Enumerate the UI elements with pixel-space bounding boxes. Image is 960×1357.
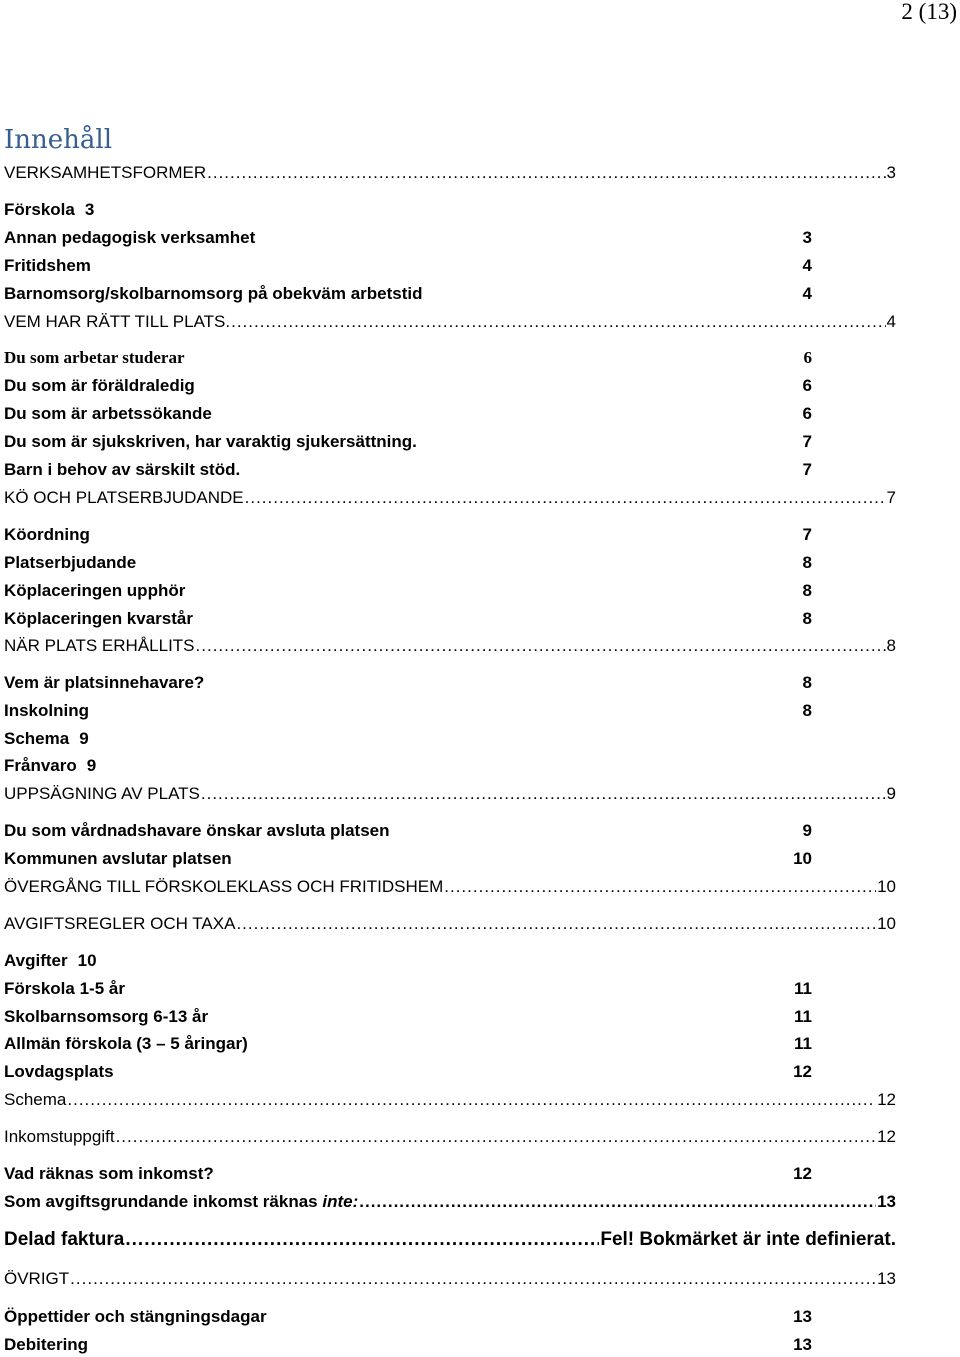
- toc-heading: Innehåll: [4, 125, 113, 155]
- toc-entry-title: Debitering: [4, 1335, 89, 1354]
- toc-entry-page: 12: [793, 1164, 812, 1183]
- toc-entry[interactable]: [4, 310, 896, 334]
- toc-entry-title: Du som vårdnadshavare önskar avsluta platsen: [4, 821, 390, 840]
- dot-leader: [125, 1228, 599, 1252]
- toc-entry-page: 9: [886, 784, 896, 803]
- toc-entry-title: Barn i behov av särskilt stöd.: [4, 460, 241, 479]
- toc-entry-title: VEM HAR RÄTT TILL PLATS.: [4, 312, 231, 331]
- toc-entry-title: AVGIFTSREGLER OCH TAXA: [4, 914, 236, 933]
- toc-entry-title: Lovdagsplats: [4, 1062, 114, 1081]
- toc-entry[interactable]: [4, 1125, 896, 1149]
- toc-entry[interactable]: [4, 458, 812, 482]
- toc-entry[interactable]: [4, 1088, 896, 1112]
- toc-entry-page: 13: [877, 1269, 896, 1288]
- toc-entry-page: 4: [802, 284, 812, 303]
- toc-entry-title: Schema: [4, 729, 70, 748]
- toc-entry-title: Du som är arbetssökande: [4, 404, 212, 423]
- toc-entry-title: Allmän förskola (3 – 5 åringar): [4, 1034, 248, 1053]
- toc-entry[interactable]: [4, 699, 812, 723]
- toc-entry-title: Barnomsorg/skolbarnomsorg på obekväm arbetstid: [4, 284, 423, 303]
- toc-entry-page: 3: [886, 163, 896, 182]
- toc-entry[interactable]: [4, 949, 97, 973]
- toc-entry-page: 7: [802, 460, 812, 479]
- toc-entry[interactable]: [4, 671, 812, 695]
- toc-entry[interactable]: [4, 430, 812, 454]
- toc-entry-title: Annan pedagogisk verksamhet: [4, 228, 256, 247]
- toc-entry-page: 9: [86, 756, 97, 775]
- toc-entry[interactable]: [4, 634, 896, 658]
- toc-entry-page: 4: [802, 256, 812, 275]
- toc-entry[interactable]: [4, 1060, 812, 1084]
- toc-entry-page: 12: [877, 1127, 896, 1146]
- toc-entry[interactable]: [4, 254, 812, 278]
- toc-entry-page: 12: [877, 1090, 896, 1109]
- toc-entry-title: NÄR PLATS ERHÅLLITS: [4, 636, 195, 655]
- toc-entry-page: 9: [802, 821, 812, 840]
- toc-entry-page: 8: [802, 673, 812, 692]
- toc-entry[interactable]: [4, 1005, 812, 1029]
- toc-entry-page: 11: [794, 1034, 812, 1053]
- toc-entry[interactable]: [4, 754, 96, 778]
- toc-entry[interactable]: [4, 782, 896, 806]
- toc-entry[interactable]: [4, 875, 896, 899]
- toc-entry-page: 12: [793, 1062, 812, 1081]
- toc-entry-title: Delad faktura: [4, 1229, 125, 1250]
- toc-entry-title: ÖVERGÅNG TILL FÖRSKOLEKLASS OCH FRITIDSHEM: [4, 877, 444, 896]
- toc-entry-page: 7: [886, 488, 896, 507]
- toc-entry[interactable]: [4, 1032, 812, 1056]
- toc-entry[interactable]: [4, 402, 812, 426]
- toc-entry[interactable]: [4, 1333, 812, 1357]
- toc-entry[interactable]: [4, 161, 896, 185]
- toc-entry-title: Köordning: [4, 525, 90, 544]
- toc-entry[interactable]: [4, 346, 812, 370]
- dot-leader: [196, 634, 886, 658]
- toc-entry[interactable]: [4, 579, 812, 603]
- toc-entry-page: 3: [802, 228, 812, 247]
- toc-entry-page: 13: [793, 1307, 812, 1326]
- toc-entry-title: Som avgiftsgrundande inkomst räknas inte:: [4, 1192, 359, 1211]
- dot-leader: [70, 1267, 876, 1291]
- toc-entry-title: Skolbarnsomsorg 6-13 år: [4, 1007, 209, 1026]
- toc-entry-page: 10: [877, 914, 896, 933]
- toc-entry-page: 8: [886, 636, 896, 655]
- toc-entry-title: ÖVRIGT: [4, 1269, 70, 1288]
- toc-entry-page: 3: [84, 200, 95, 219]
- toc-entry-page: 13: [877, 1192, 896, 1211]
- toc-entry[interactable]: [4, 727, 89, 751]
- page-number: 2 (13): [901, 0, 957, 24]
- toc-entry-title: Inskolning: [4, 701, 89, 720]
- toc-entry-title: Kommunen avslutar platsen: [4, 849, 232, 868]
- toc-entry-title: Avgifter: [4, 951, 68, 970]
- toc-entry[interactable]: [4, 1305, 812, 1329]
- toc-entry-title: Fritidshem: [4, 256, 91, 275]
- toc-entry-page: 6: [802, 404, 812, 423]
- toc-entry-page: 6: [802, 376, 812, 395]
- toc-entry[interactable]: [4, 912, 896, 936]
- toc-entry-page: 8: [802, 609, 812, 628]
- toc-entry[interactable]: [4, 847, 812, 871]
- toc-entry-page: 6: [803, 348, 812, 367]
- toc-entry[interactable]: [4, 226, 812, 250]
- toc-entry-page: Fel! Bokmärket är inte definierat.: [600, 1229, 896, 1250]
- toc-entry-title: Du som arbetar studerar: [4, 348, 185, 367]
- toc-entry-title: KÖ OCH PLATSERBJUDANDE: [4, 488, 244, 507]
- toc-entry[interactable]: [4, 607, 812, 631]
- toc-entry-page: 10: [877, 877, 896, 896]
- toc-entry-page: 10: [793, 849, 812, 868]
- toc-entry-title: Inkomstuppgift: [4, 1127, 115, 1146]
- toc-entry-title: Förskola 1-5 år: [4, 979, 125, 998]
- toc-entry[interactable]: [4, 374, 812, 398]
- dot-leader: [201, 782, 886, 806]
- toc-entry-title: Köplaceringen upphör: [4, 581, 186, 600]
- toc-entry-title: UPPSÄGNING AV PLATS: [4, 784, 200, 803]
- toc-entry[interactable]: [4, 551, 812, 575]
- dot-leader: [231, 310, 885, 334]
- toc-entry-title: Du som är sjukskriven, har varaktig sjukersättning.: [4, 432, 417, 451]
- toc-entry-title: Vad räknas som inkomst?: [4, 1164, 214, 1183]
- toc-entry[interactable]: [4, 486, 896, 510]
- toc-entry-page: 11: [794, 1007, 812, 1026]
- toc-entry[interactable]: [4, 977, 812, 1001]
- toc-entry[interactable]: [4, 1190, 896, 1214]
- toc-entry-title: Platserbjudande: [4, 553, 137, 572]
- toc-entry[interactable]: [4, 198, 94, 222]
- toc-entry-title: Öppettider och stängningsdagar: [4, 1307, 267, 1326]
- toc-entry-page: 7: [802, 525, 812, 544]
- dot-leader: [116, 1125, 877, 1149]
- toc-entry[interactable]: [4, 1162, 812, 1186]
- toc-entry-page: 7: [802, 432, 812, 451]
- toc-entry-page: 10: [77, 951, 97, 970]
- toc-entry-page: 11: [794, 979, 812, 998]
- toc-entry[interactable]: [4, 523, 812, 547]
- dot-leader: [236, 912, 876, 936]
- toc-entry-title: Du som är föräldraledig: [4, 376, 195, 395]
- toc-entry[interactable]: [4, 282, 812, 306]
- dot-leader: [359, 1190, 876, 1214]
- dot-leader: [207, 161, 885, 185]
- toc-entry-title: Vem är platsinnehavare?: [4, 673, 205, 692]
- toc-entry-page: 13: [793, 1335, 812, 1354]
- toc-entry[interactable]: [4, 819, 812, 843]
- toc-entry-title: Köplaceringen kvarstår: [4, 609, 193, 628]
- dot-leader: [444, 875, 876, 899]
- dot-leader: [67, 1088, 876, 1112]
- toc-entry-page: 8: [802, 701, 812, 720]
- toc-entry[interactable]: [4, 1267, 896, 1291]
- toc-entry-page: 8: [802, 553, 812, 572]
- toc-entry-title: VERKSAMHETSFORMER: [4, 163, 207, 182]
- toc-entry-page: 8: [802, 581, 812, 600]
- toc-entry-title: Schema: [4, 1090, 67, 1109]
- toc-entry[interactable]: [4, 1228, 896, 1252]
- toc-entry-title: Förskola: [4, 200, 75, 219]
- dot-leader: [245, 486, 886, 510]
- toc-entry-page: 4: [886, 312, 896, 331]
- toc-entry-title: Frånvaro: [4, 756, 77, 775]
- toc-entry-page: 9: [79, 729, 89, 748]
